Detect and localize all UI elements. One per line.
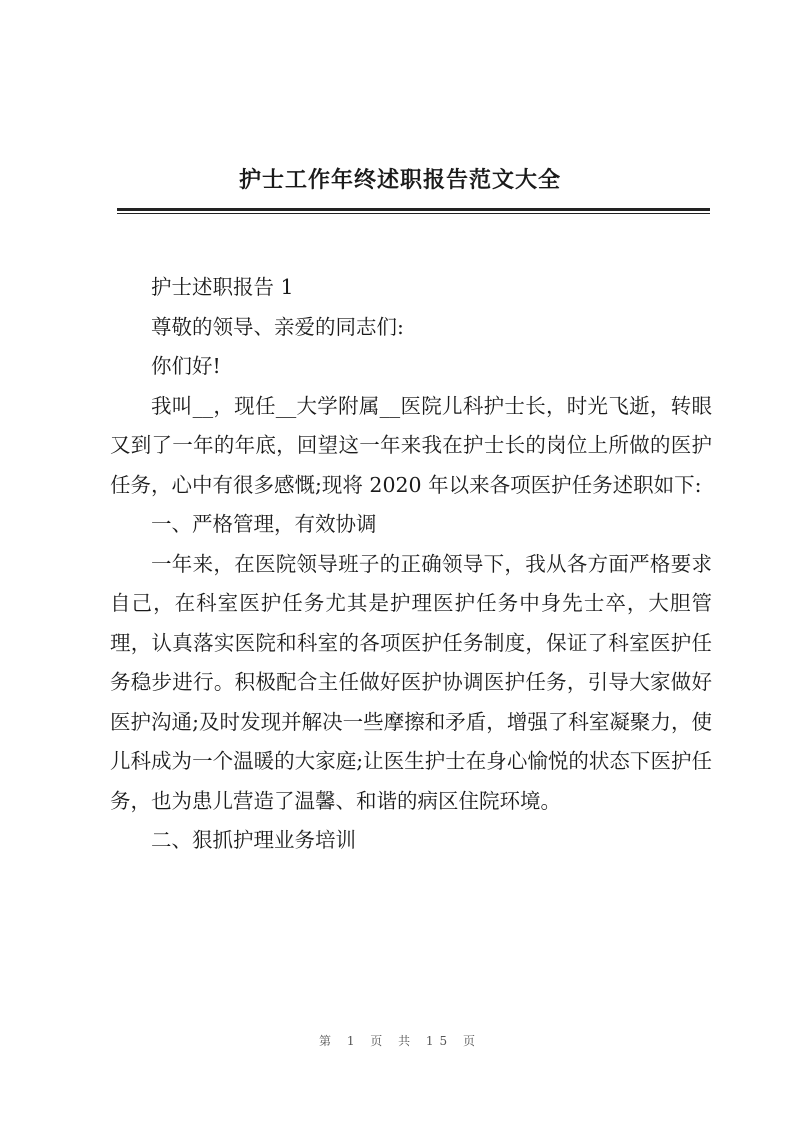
paragraph-greeting: 你们好! xyxy=(151,354,221,378)
paragraph-section-2-heading: 二、狠抓护理业务培训 xyxy=(151,828,356,852)
title-rule-thin xyxy=(117,213,710,214)
document-body xyxy=(110,268,712,861)
document-title: 护士工作年终述职报告范文大全 xyxy=(238,168,561,193)
paragraph-section-1-heading: 一、严格管理，有效协调 xyxy=(151,512,377,536)
paragraph-salutation: 尊敬的领导、亲爱的同志们: xyxy=(151,314,404,339)
page-number-footer: 第 1 页 共 15 页 xyxy=(319,1034,481,1048)
paragraph-introduction: 我叫__，现任__大学附属__医院儿科护士长，时光飞逝，转眼又到了一年的年底，回望这一年来我在护士长的岗位上所做的医护任务，心中有很多感慨;现将 2020 年以来各项医护任务述职如下: xyxy=(110,393,712,497)
title-rule-thick xyxy=(117,208,710,211)
paragraph-section-1-body: 一年来，在医院领导班子的正确领导下，我从各方面严格要求自己，在科室医护任务尤其是护理医护任务中身先士卒，大胆管理，认真落实医院和科室的各项医护任务制度，保证了科室医护任务稳步进行。积极配合主任做好医护协调医护任务，引导大家做好医护沟通;及时发现并解决一些摩擦和矛盾，增强了科室凝聚力，使儿科成为一个温暖的大家庭;让医生护士在身心愉悦的状态下医护任务，也为患儿营造了温馨、和谐的病区住院环境。 xyxy=(110,551,712,813)
paragraph-heading-report: 护士述职报告 1 xyxy=(151,275,294,299)
